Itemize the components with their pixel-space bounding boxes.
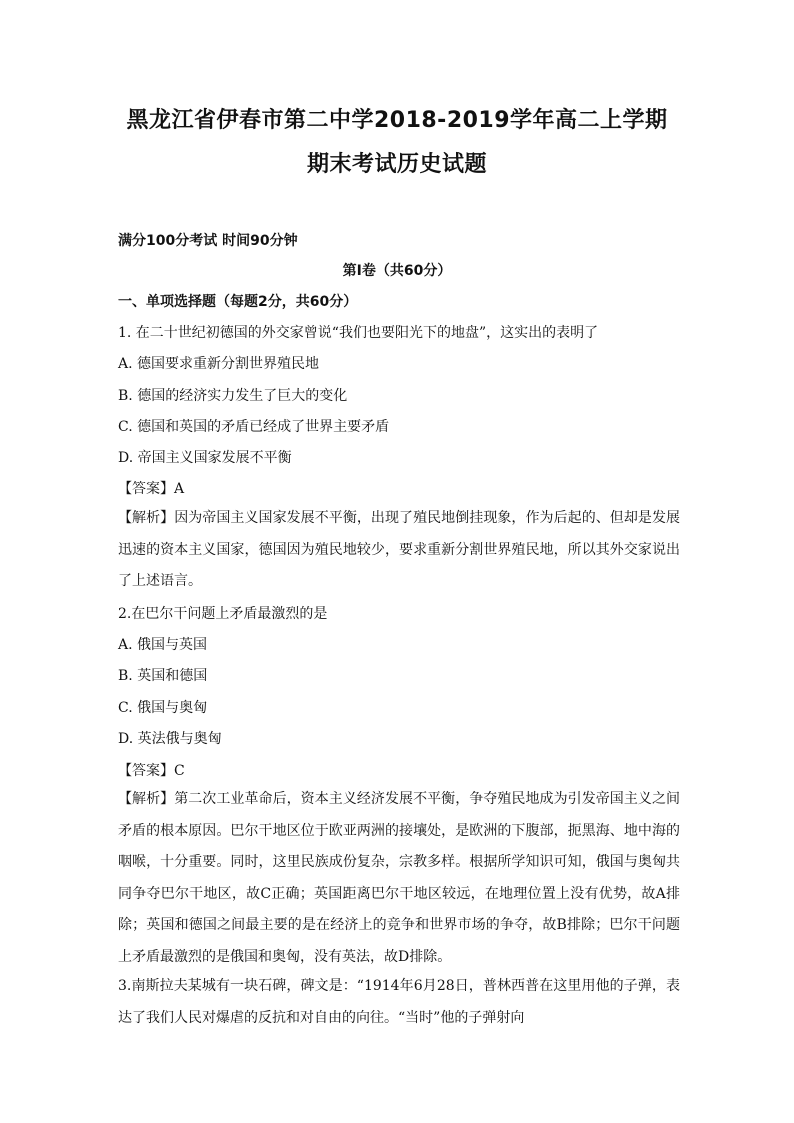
question-3-stem: 3.南斯拉夫某城有一块石碑，碑文是：“1914年6月28日，普林西普在这里用他的子弹，表达了我们人民对爆虐的反抗和对自由的向往。“当时”他的子弹射向: [118, 978, 680, 1026]
question-2-option-b: B. 英国和德国: [118, 668, 208, 684]
exam-info: 满分100分考试 时间90分钟: [118, 233, 298, 249]
question-1-option-d: D. 帝国主义国家发展不平衡: [118, 450, 292, 466]
document-title-line2: 期末考试历史试题: [306, 152, 487, 177]
question-2-analysis: 【解析】第二次工业革命后，资本主义经济发展不平衡，争夺殖民地成为引发帝国主义之间矛盾的根本原因。巴尔干地区位于欧亚两洲的接壤处，是欧洲的下腹部，扼黑海、地中海的咽喉，十分重要。同时，这里民族成份复杂，宗教多样。根据所学知识可知，俄国与奥匈共同争夺巴尔干地区，故C正确；英国距离巴尔干地区较远，在地理位置上没有优势，故A排除；英国和德国之间最主要的是在经济上的竞争和世界市场的争夺，故B排除；巴尔干问题上矛盾最激烈的是俄国和奥匈，没有英法，故D排除。: [118, 791, 680, 965]
question-2-option-c: C. 俄国与奥匈: [118, 700, 208, 716]
volume-title: 第Ⅰ卷（共60分）: [342, 263, 452, 279]
question-2-stem: 2.在巴尔干问题上矛盾最激烈的是: [118, 606, 328, 622]
question-2-option-a: A. 俄国与英国: [118, 637, 208, 653]
question-2-answer: 【答案】C: [118, 763, 185, 779]
question-1-analysis: 【解析】因为帝国主义国家发展不平衡，出现了殖民地倒挂现象，作为后起的、但却是发展迅速的资本主义国家，德国因为殖民地较少，要求重新分割世界殖民地，所以其外交家说出了上述语言。: [118, 510, 680, 589]
question-1-option-a: A. 德国要求重新分割世界殖民地: [118, 356, 320, 372]
question-1-stem: 1. 在二十世纪初德国的外交家曾说“我们也要阳光下的地盘”，这实出的表明了: [118, 325, 599, 341]
question-1-answer: 【答案】A: [118, 481, 185, 497]
section-title: 一、单项选择题（每题2分，共60分）: [118, 294, 358, 310]
question-2-option-d: D. 英法俄与奥匈: [118, 731, 222, 747]
question-1-option-c: C. 德国和英国的矛盾已经成了世界主要矛盾: [118, 419, 390, 435]
question-1-option-b: B. 德国的经济实力发生了巨大的变化: [118, 388, 348, 404]
document-title-line1: 黑龙江省伊春市第二中学2018-2019学年高二上学期: [126, 108, 668, 133]
